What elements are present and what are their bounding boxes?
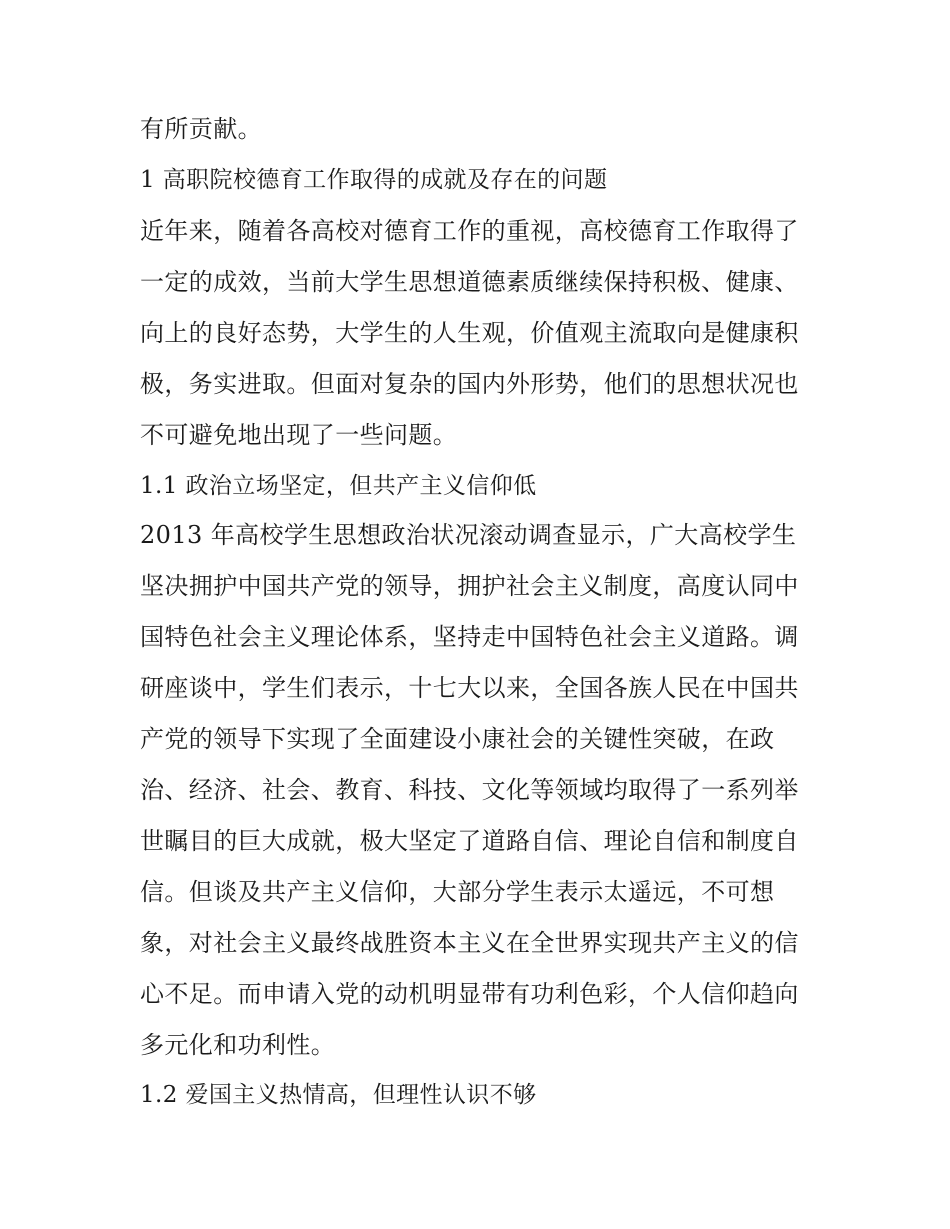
section-heading-1-2: 1.2 爱国主义热情高，但理性认识不够 [140,1082,537,1108]
paragraph-line: 心不足。而申请入党的动机明显带有功利色彩，个人信仰趋向 [140,980,799,1008]
paragraph-line: 治、经济、社会、教育、科技、文化等领域均取得了一系列举 [140,776,799,804]
paragraph-line: 不可避免地出现了一些问题。 [140,421,458,449]
paragraph-line: 有所贡献。 [140,115,262,143]
paragraph-line: 象，对社会主义最终战胜资本主义在全世界实现共产主义的信 [140,929,799,957]
section-heading-1: 1 高职院校德育工作取得的成就及存在的问题 [140,167,608,193]
section-heading-1-1: 1.1 政治立场坚定，但共产主义信仰低 [140,473,537,499]
paragraph-line: 产党的领导下实现了全面建设小康社会的关键性突破，在政 [140,725,775,753]
paragraph-line: 向上的良好态势，大学生的人生观，价值观主流取向是健康积 [140,319,799,347]
paragraph-line: 坚决拥护中国共产党的领导，拥护社会主义制度，高度认同中 [140,572,799,600]
paragraph-line: 研座谈中，学生们表示，十七大以来，全国各族人民在中国共 [140,674,799,702]
paragraph-line: 多元化和功利性。 [140,1031,336,1059]
paragraph-line: 一定的成效，当前大学生思想道德素质继续保持积极、健康、 [140,268,799,296]
paragraph-line: 国特色社会主义理论体系，坚持走中国特色社会主义道路。调 [140,623,799,651]
paragraph-line: 信。但谈及共产主义信仰，大部分学生表示太遥远，不可想 [140,878,775,906]
paragraph-line: 世瞩目的巨大成就，极大坚定了道路自信、理论自信和制度自 [140,827,799,855]
paragraph-line: 极，务实进取。但面对复杂的国内外形势，他们的思想状况也 [140,370,799,398]
paragraph-line: 2013 年高校学生思想政治状况滚动调查显示，广大高校学生 [140,521,797,549]
paragraph-line: 近年来，随着各高校对德育工作的重视，高校德育工作取得了 [140,217,799,245]
